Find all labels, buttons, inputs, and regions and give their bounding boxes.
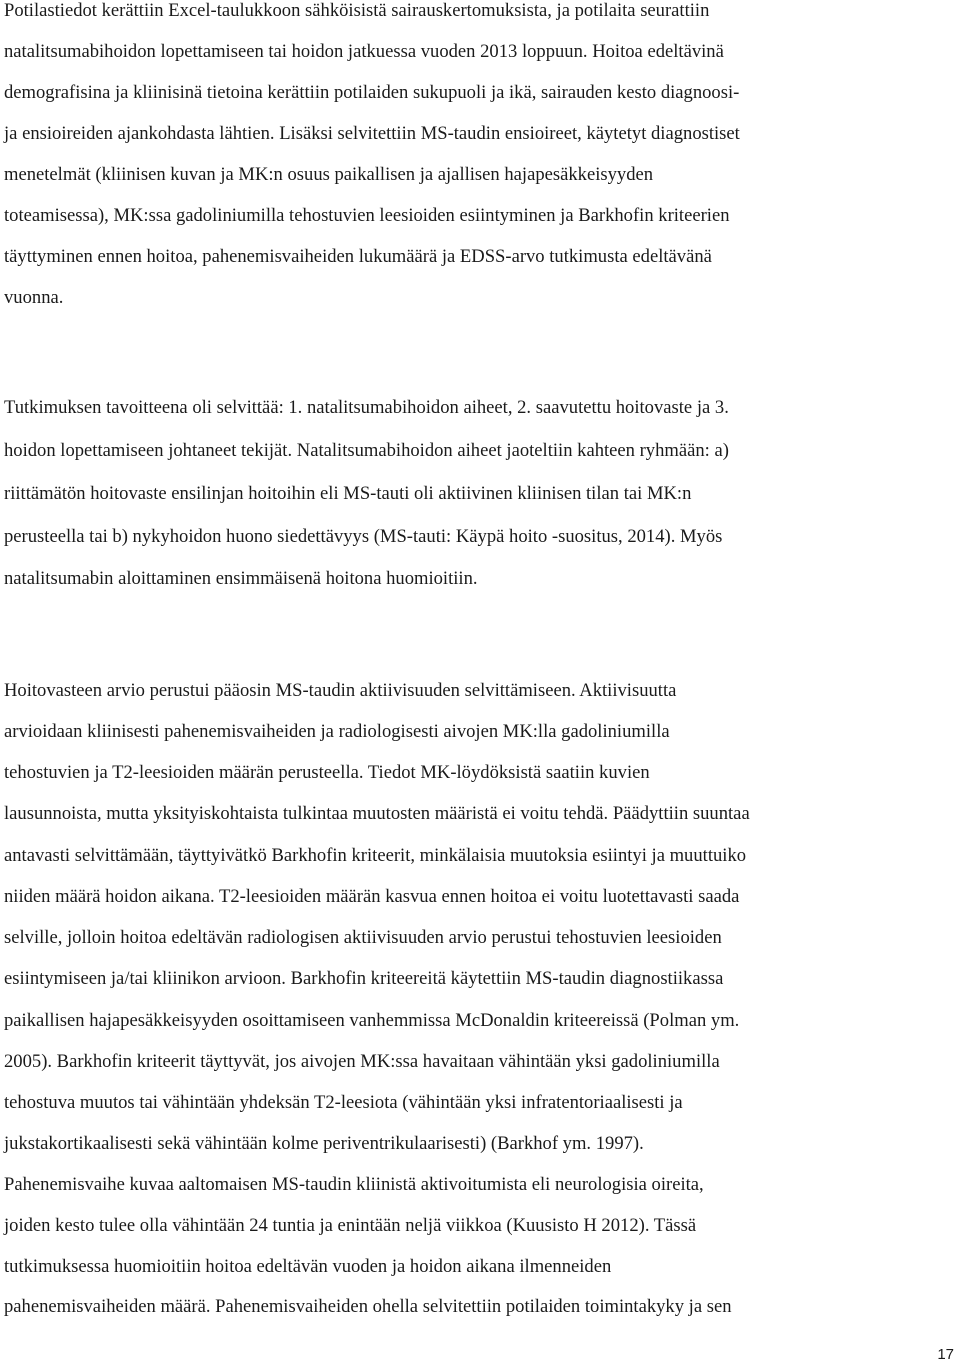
text-line: täyttyminen ennen hoitoa, pahenemisvaiheiden lukumäärä ja EDSS-arvo tutkimusta edeltävänä (4, 246, 712, 267)
text-line: antavasti selvittämään, täyttyivätkö Barkhofin kriteerit, minkälaisia muutoksia esiintyi ja muuttuiko (4, 845, 747, 866)
text-line: Potilastiedot kerättiin Excel-taulukkoon sähköisistä sairauskertomuksista, ja potilaita seurattiin (4, 0, 710, 21)
text-line: natalitsumabihoidon lopettamiseen tai hoidon jatkuessa vuoden 2013 loppuun. Hoitoa edeltävinä (4, 41, 724, 62)
text-line: lausunnoista, mutta yksityiskohtaista tulkintaa muutosten määristä ei voitu tehdä. Päädyttiin suuntaa (4, 803, 750, 824)
text-line: selville, jolloin hoitoa edeltävän radiologisen aktiivisuuden arvio perustui tehostuvien leesioiden (4, 927, 722, 948)
text-line: arvioidaan kliinisesti pahenemisvaiheiden ja radiologisesti aivojen MK:lla gadoliniumilla (4, 721, 670, 742)
text-line: natalitsumabin aloittaminen ensimmäisenä hoitona huomioitiin. (4, 568, 478, 589)
page-number: 17 (937, 1346, 954, 1363)
text-line: joiden kesto tulee olla vähintään 24 tuntia ja enintään neljä viikkoa (Kuusisto H 2012). Tässä (4, 1215, 697, 1236)
text-line: 2005). Barkhofin kriteerit täyttyvät, jos aivojen MK:ssa havaitaan vähintään yksi gadoliniumilla (4, 1051, 720, 1072)
text-line: vuonna. (4, 287, 64, 308)
text-line: esiintymiseen ja/tai kliinikon arvioon. Barkhofin kriteereitä käytettiin MS-taudin diagnostiikassa (4, 968, 724, 989)
text-line: Tutkimuksen tavoitteena oli selvittää: 1. natalitsumabihoidon aiheet, 2. saavutettu hoitovaste ja 3. (4, 397, 729, 418)
text-line: paikallisen hajapesäkkeisyyden osoittamiseen vanhemmissa McDonaldin kriteereissä (Polman ym. (4, 1010, 740, 1031)
text-line: Hoitovasteen arvio perustui pääosin MS-taudin aktiivisuuden selvittämiseen. Aktiivisuutta (4, 680, 677, 701)
text-line: jukstakortikaalisesti sekä vähintään kolme periventrikulaarisesti) (Barkhof ym. 1997). (4, 1133, 644, 1154)
text-line: pahenemisvaiheiden määrä. Pahenemisvaiheiden ohella selvitettiin potilaiden toimintakyky ja sen (4, 1296, 732, 1317)
text-line: tehostuvien ja T2-leesioiden määrän perusteella. Tiedot MK-löydöksistä saatiin kuvien (4, 762, 650, 783)
text-line: tehostuva muutos tai vähintään yhdeksän T2-leesiota (vähintään yksi infratentoriaalisesti ja (4, 1092, 683, 1113)
text-line: demografisina ja kliinisinä tietoina kerättiin potilaiden sukupuoli ja ikä, sairauden kesto diagnoosi- (4, 82, 740, 103)
text-line: niiden määrä hoidon aikana. T2-leesioiden määrän kasvua ennen hoitoa ei voitu luotettavasti saada (4, 886, 740, 907)
text-line: ja ensioireiden ajankohdasta lähtien. Lisäksi selvitettiin MS-taudin ensioireet, käytetyt diagnostiset (4, 123, 740, 144)
text-line: riittämätön hoitovaste ensilinjan hoitoihin eli MS-tauti oli aktiivinen kliinisen tilan tai MK:n (4, 483, 692, 504)
text-line: toteamisessa), MK:ssa gadoliniumilla tehostuvien leesioiden esiintyminen ja Barkhofin kriteerien (4, 205, 730, 226)
text-line: perusteella tai b) nykyhoidon huono siedettävyys (MS-tauti: Käypä hoito -suositus, 2014). Myös (4, 526, 723, 547)
text-line: tutkimuksessa huomioitiin hoitoa edeltävän vuoden ja hoidon aikana ilmenneiden (4, 1256, 612, 1277)
text-line: Pahenemisvaihe kuvaa aaltomaisen MS-taudin kliinistä aktivoitumista eli neurologisia oireita, (4, 1174, 704, 1195)
text-line: hoidon lopettamiseen johtaneet tekijät. Natalitsumabihoidon aiheet jaoteltiin kahteen ryhmään: a) (4, 440, 729, 461)
text-line: menetelmät (kliinisen kuvan ja MK:n osuus paikallisen ja ajallisen hajapesäkkeisyyden (4, 164, 654, 185)
